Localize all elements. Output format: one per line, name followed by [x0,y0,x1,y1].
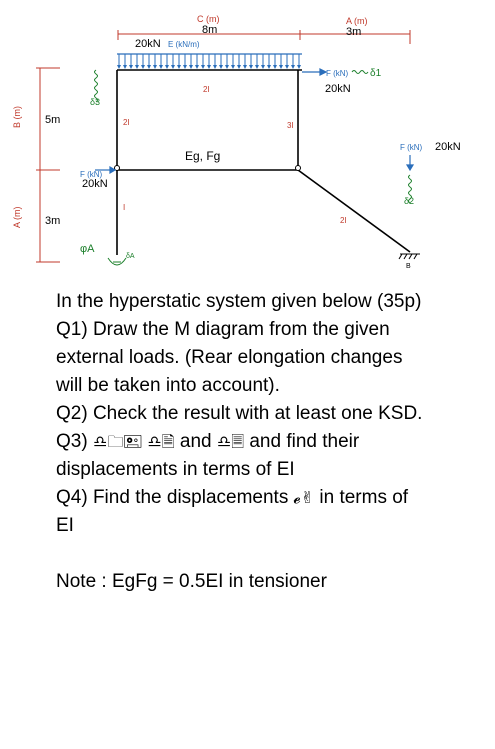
load-arrow-head [297,65,301,69]
symbol-icon-2: ♎ [147,432,162,451]
load-arrow-head [237,65,241,69]
load-arrow-head [243,65,247,69]
q3-start: Q3) [56,431,88,452]
dim-a-left-label: A (m) [12,206,22,228]
b-label: B [406,263,411,270]
right-force-label: F (kN) [326,69,349,78]
q4-start: Q4) Find the displacements [56,487,289,508]
page-icon: 🗏 [231,432,245,451]
delta3-label: δ3 [90,97,101,107]
far-force-value: 20kN [435,141,461,153]
member-left-bottom-label: I [123,203,126,212]
q1-text: Q1) Draw the M diagram from the given external loads. (Rear elongation changes will be taken into account). [56,319,403,396]
support-a [108,258,126,265]
left-force-value: 20kN [82,178,108,190]
load-arrow-head [225,65,229,69]
load-arrow-head [261,65,265,69]
load-arrow-head [273,65,277,69]
distributed-load-arrows [117,54,301,69]
load-arrow-head [255,65,259,69]
load-arrow-head [141,65,145,69]
dim-a-label: A (m) [346,16,368,26]
q3-and-1: and [179,431,212,452]
question-text [56,288,426,596]
load-arrow-head [171,65,175,69]
dim-a-left-value: 3m [45,215,61,227]
frame-members [117,70,410,255]
load-arrow-head [129,65,133,69]
member-left-top-label: 2I [123,118,130,127]
member-top-label: 2I [203,85,210,94]
q4-end: terms of EI [56,487,409,536]
phiA-label: φA [80,243,95,255]
tension-label: Eg, Fg [185,149,221,163]
script-e-icon: 𝓮 [293,488,301,507]
hinge-right [296,166,301,171]
load-arrow-head [183,65,187,69]
load-arrow-head [153,65,157,69]
load-arrow-head [213,65,217,69]
far-force-label: F (kN) [400,143,423,152]
load-arrow-head [117,65,121,69]
member-diag-label: 2I [340,216,347,225]
load-arrow-head [207,65,211,69]
q4-in: in [319,487,335,508]
q2-text: Q2) Check the result with at least one KSD. [56,403,423,424]
load-arrow-head [147,65,151,69]
load-arrow-head [189,65,193,69]
load-arrow-head [195,65,199,69]
load-arrow-head [291,65,295,69]
load-value: 20kN [135,38,161,50]
load-arrow-head [267,65,271,69]
q3-text [56,428,426,484]
load-arrow-head [249,65,253,69]
delta1-label: δ1 [370,68,382,79]
right-force-arrow [302,69,326,75]
load-arrow-head [219,65,223,69]
load-arrow-head [123,65,127,69]
dim-a-value: 3m [346,26,362,38]
right-force-value: 20kN [325,83,351,95]
intro-text: In the hyperstatic system given below (35p) [56,291,422,312]
q4-text [56,484,426,540]
disk-icon: 🖭 [123,432,143,451]
member-right-label: 3I [287,121,294,130]
load-arrow-head [201,65,205,69]
load-arrow-head [159,65,163,69]
document-icon: 🗎 [161,432,175,451]
frame-diagram [0,0,495,290]
q3-end: their displacements in terms of EI [56,431,360,480]
far-force-arrow [407,155,413,170]
load-arrow-head [165,65,169,69]
load-arrow-head [231,65,235,69]
left-force-label: F (kN) [80,170,103,179]
symbol-icon-1: ♎ [92,432,108,451]
load-arrow-head [177,65,181,69]
q3-and-2: and find [249,431,317,452]
delta2-label: δ2 [404,196,415,206]
load-arrow-head [135,65,139,69]
support-b [399,254,420,259]
dimension-b-left [36,68,60,262]
dim-c-value: 8m [202,24,218,36]
dim-b-label: B (m) [12,106,22,128]
load-unit: E (kN/m) [168,40,200,49]
dim-c-label: C (m) [197,14,220,24]
symbol-icon-3: ♎ [216,432,232,451]
victory-hand-icon: ✌ [300,488,315,507]
load-arrow-head [279,65,283,69]
deltaA-label: δA [126,253,135,260]
note-text: Note : EgFg = 0.5EI in tensioner [56,571,327,592]
load-arrow-head [285,65,289,69]
dim-b-value: 5m [45,114,61,126]
folder-icon: 🗀 [107,432,124,451]
spring-delta1 [352,71,368,74]
